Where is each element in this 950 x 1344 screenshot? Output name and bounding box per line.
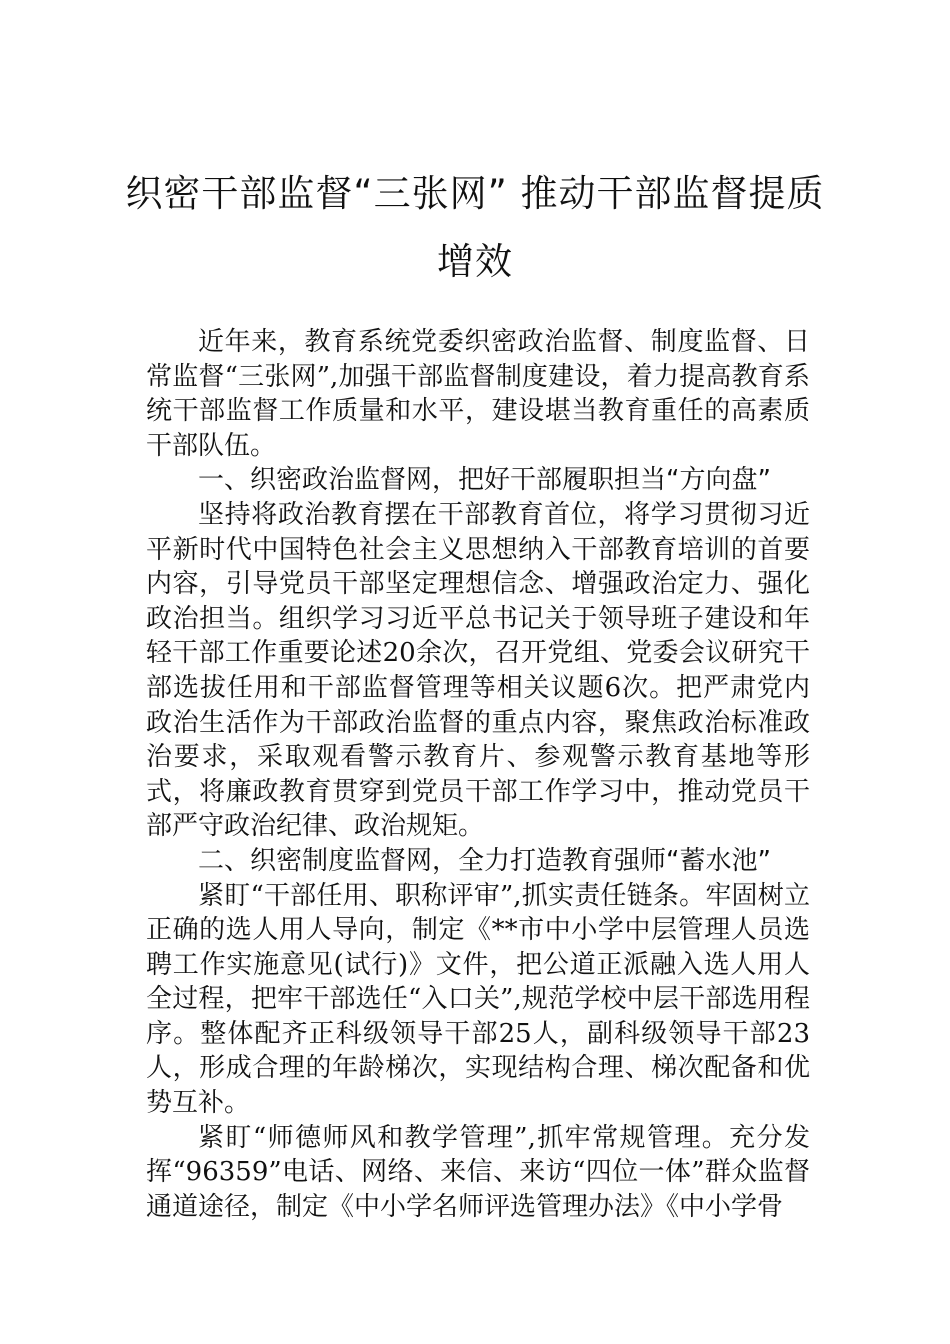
document-title: 织密干部监督“三张网” 推动干部监督提质增效 [125, 172, 825, 283]
document-body [146, 325, 810, 1224]
section-heading-1: 一、织密政治监督网，把好干部履职担当“方向盘” [198, 465, 771, 496]
section-2-paragraph-1: 紧盯“干部任用、职称评审”,抓实责任链条。牢固树立正确的选人用人导向，制定《**市中小学中层管理人员选聘工作实施意见(试行)》文件，把公道正派融入选人用人全过程，把牢干部选任“入口关”,规范学校中层干部选用程序。整体配齐正科级领导干部25人，副科级领导干部23人，形成合理的年龄梯次，实现结构合理、梯次配备和优势互补。 [146, 880, 810, 1119]
intro-paragraph: 近年来，教育系统党委织密政治监督、制度监督、日常监督“三张网”,加强干部监督制度建设，着力提高教育系统干部监督工作质量和水平，建设堪当教育重任的高素质干部队伍。 [146, 327, 810, 461]
section-1-paragraph: 坚持将政治教育摆在干部教育首位，将学习贯彻习近平新时代中国特色社会主义思想纳入干部教育培训的首要内容，引导党员干部坚定理想信念、增强政治定力、强化政治担当。组织学习习近平总书记关于领导班子建设和年轻干部工作重要论述20余次，召开党组、党委会议研究干部选拔任用和干部监督管理等相关议题6次。把严肃党内政治生活作为干部政治监督的重点内容，聚焦政治标准政治要求，采取观看警示教育片、参观警示教育基地等形式，将廉政教育贯穿到党员干部工作学习中，推动党员干部严守政治纪律、政治规矩。 [146, 499, 810, 842]
section-2-paragraph-2: 紧盯“师德师风和教学管理”,抓牢常规管理。充分发挥“96359”电话、网络、来信、来访“四位一体”群众监督通道途径，制定《中小学名师评选管理办法》《中小学骨 [146, 1122, 810, 1222]
section-heading-2: 二、织密制度监督网，全力打造教育强师“蓄水池” [198, 845, 771, 876]
